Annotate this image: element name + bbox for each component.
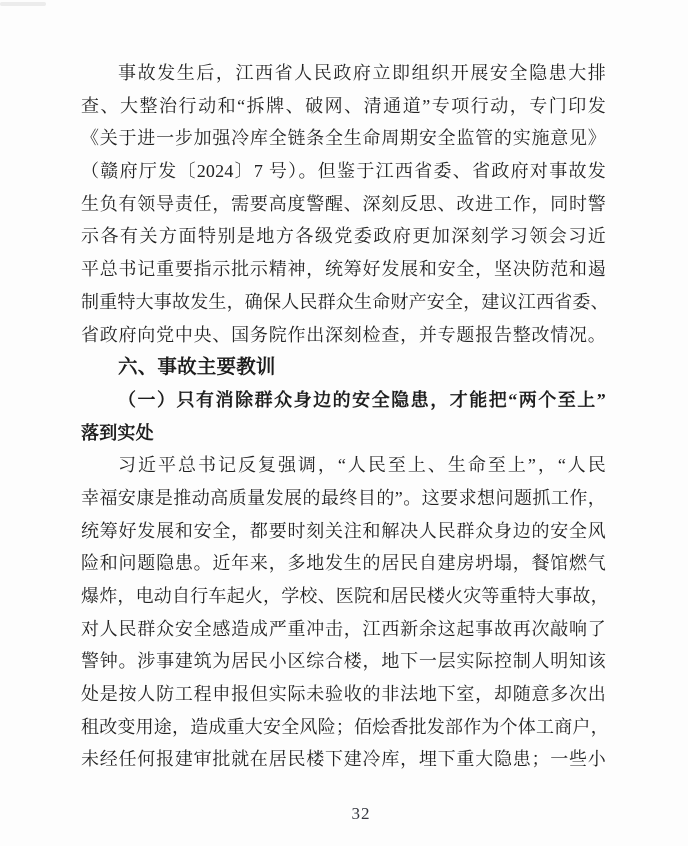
text-line: 省政府向党中央、国务院作出深刻检查，并专题报告整改情况。 [81,324,606,345]
subsection-heading-line: （一）只有消除群众身边的安全隐患，才能把“两个至上” [118,389,606,410]
text-line: （赣府厅发〔2024〕7 号）。但鉴于江西省委、省政府对事故发 [81,161,606,182]
text-line: 平总书记重要指示批示精神，统筹好发展和安全，坚决防范和遏 [81,259,606,280]
text-line: 查、大整治行动和“拆牌、破网、清通道”专项行动，专门印发 [81,95,606,116]
section-heading: 六、事故主要教训 [118,356,276,379]
text-line: 爆炸，电动自行车起火，学校、医院和居民楼火灾等重特大事故， [81,586,609,606]
text-line: 制重特大事故发生，确保人民群众生命财产安全，建议江西省委、 [81,291,609,312]
text-line: 对人民群众安全感造成严重冲击，江西新余这起事故再次敲响了 [81,618,606,639]
scan-artifact-mark [0,2,46,6]
text-line: 处是按人防工程申报但实际未验收的非法地下室，却随意多次出 [81,684,606,705]
text-line: 生负有领导责任，需要高度警醒、深刻反思、改进工作，同时警 [81,193,606,214]
text-line: 统筹好发展和安全，都要时刻关注和解决人民群众身边的安全风 [81,520,606,541]
text-line: 示各有关方面特别是地方各级党委政府更加深刻学习领会习近 [81,226,606,247]
text-line: 事故发生后，江西省人民政府立即组织开展安全隐患大排 [118,63,606,83]
document-text-block [81,57,609,776]
subsection-heading-line: 落到实处 [81,422,154,443]
text-line: 《关于进一步加强冷库全链条全生命周期安全监管的实施意见》 [81,128,606,149]
page-number: 32 [351,804,371,823]
text-line: 租改变用途，造成重大安全风险；佰烩香批发部作为个体工商户， [81,716,609,737]
text-line: 幸福安康是推动高质量发展的最终目的”。这要求想问题抓工作， [81,487,606,508]
text-line: 警钟。涉事建筑为居民小区综合楼，地下一层实际控制人明知该 [81,651,606,672]
text-line: 习近平总书记反复强调，“人民至上、生命至上”，“人民 [118,455,606,476]
text-line: 险和问题隐患。近年来，多地发生的居民自建房坍塌，餐馆燃气 [81,553,606,574]
text-line: 未经任何报建审批就在居民楼下建冷库，埋下重大隐患；一些小 [81,749,606,770]
